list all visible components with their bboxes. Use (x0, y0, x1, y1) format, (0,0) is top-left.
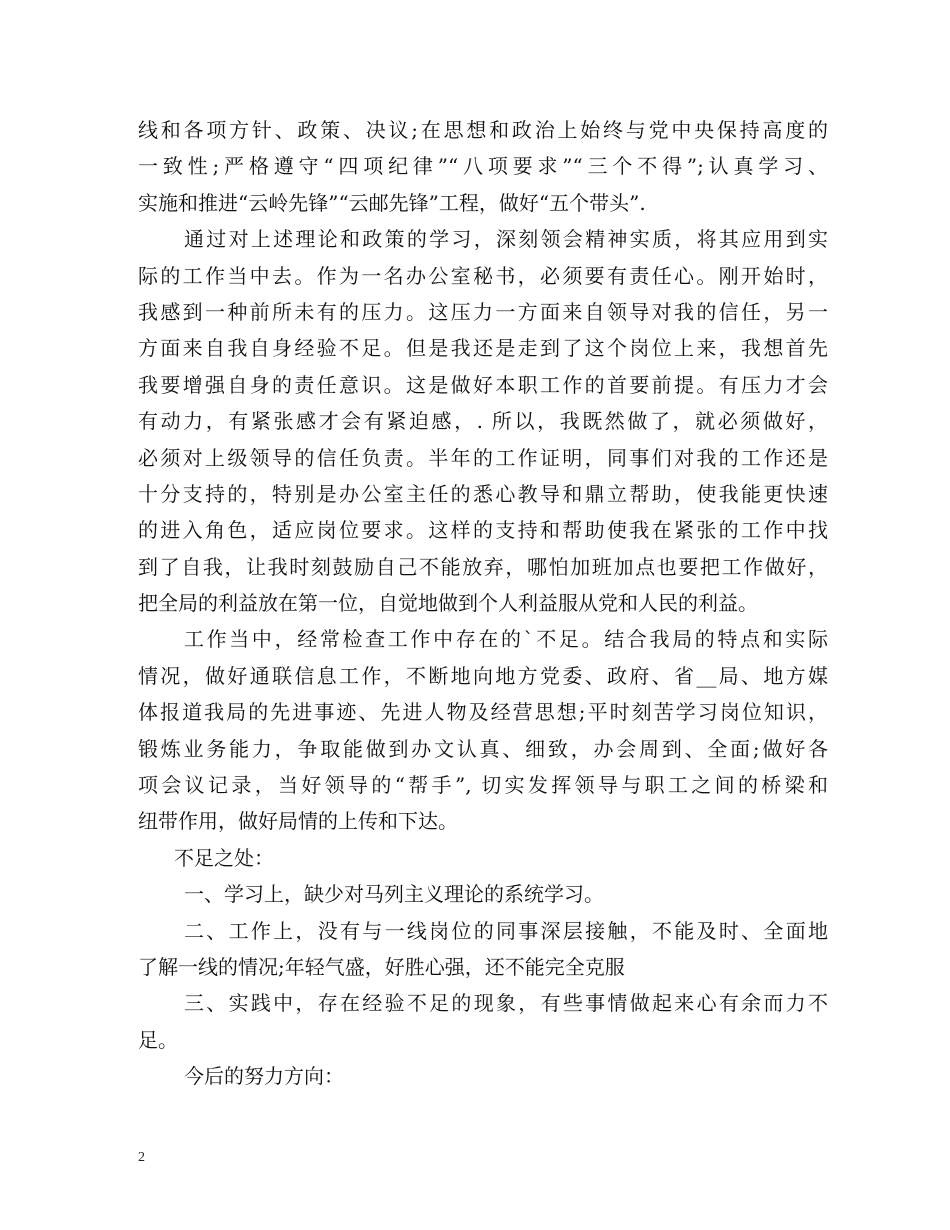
text-line: 我要增强自身的责任意识。这是做好本职工作的首要前提。有压力才会 (138, 372, 828, 397)
paragraph-start-line: 工作当中，经常检查工作中存在的`不足。结合我局的特点和实际 (184, 627, 828, 652)
paragraph-start-line: 通过对上述理论和政策的学习，深刻领会精神实质，将其应用到实 (184, 227, 828, 252)
text-line: 的进入角色，适应岗位要求。这样的支持和帮助使我在紧张的工作中找 (138, 518, 828, 543)
text-line: 体报道我局的先进事迹、先进人物及经营思想;平时刻苦学习岗位知识， (138, 700, 828, 725)
list-item: 二、工作上，没有与一线岗位的同事深层接触，不能及时、全面地 (184, 918, 828, 943)
text-line: 足。 (138, 1027, 178, 1052)
list-item: 一、学习上，缺少对马列主义理论的系统学习。 (184, 882, 604, 907)
text-line: 了解一线的情况;年轻气盛，好胜心强，还不能完全克服 (138, 954, 625, 979)
text-line: 一致性;严格遵守“四项纪律”“八项要求”“三个不得”;认真学习、 (138, 154, 828, 179)
text-line: 到了自我，让我时刻鼓励自己不能放弃，哪怕加班加点也要把工作做好， (138, 554, 828, 579)
section-heading: 不足之处： (174, 845, 274, 870)
page-number: 2 (138, 1150, 145, 1165)
text-line: 方面来自我自身经验不足。但是我还是走到了这个岗位上来，我想首先 (138, 336, 828, 361)
text-line: 必须对上级领导的信任负责。半年的工作证明，同事们对我的工作还是 (138, 445, 828, 470)
text-line: 锻炼业务能力，争取能做到办文认真、细致，办会周到、全面;做好各 (138, 736, 828, 761)
text-line: 纽带作用，做好局情的上传和下达。 (138, 809, 458, 834)
text-line: 情况，做好通联信息工作，不断地向地方党委、政府、省__局、地方媒 (138, 663, 828, 688)
text-line: 线和各项方针、政策、决议;在思想和政治上始终与党中央保持高度的 (138, 118, 828, 142)
text-line: 有动力，有紧张感才会有紧迫感，. 所以，我既然做了，就必须做好， (138, 409, 828, 434)
text-line: 际的工作当中去。作为一名办公室秘书，必须要有责任心。刚开始时， (138, 263, 828, 288)
document-body (138, 112, 828, 1095)
list-item: 三、实践中，存在经验不足的现象，有些事情做起来心有余而力不 (184, 991, 828, 1016)
text-line: 实施和推进“云岭先锋”“云邮先锋”工程，做好“五个带头”. (138, 190, 646, 215)
text-line: 把全局的利益放在第一位，自觉地做到个人利益服从党和人民的利益。 (138, 591, 758, 616)
text-line: 项会议记录，当好领导的“帮手”, 切实发挥领导与职工之间的桥梁和 (138, 773, 828, 798)
section-heading: 今后的努力方向： (184, 1064, 344, 1089)
text-line: 十分支持的，特别是办公室主任的悉心教导和鼎立帮助，使我能更快速 (138, 481, 828, 506)
text-line: 我感到一种前所未有的压力。这压力一方面来自领导对我的信任，另一 (138, 299, 828, 324)
